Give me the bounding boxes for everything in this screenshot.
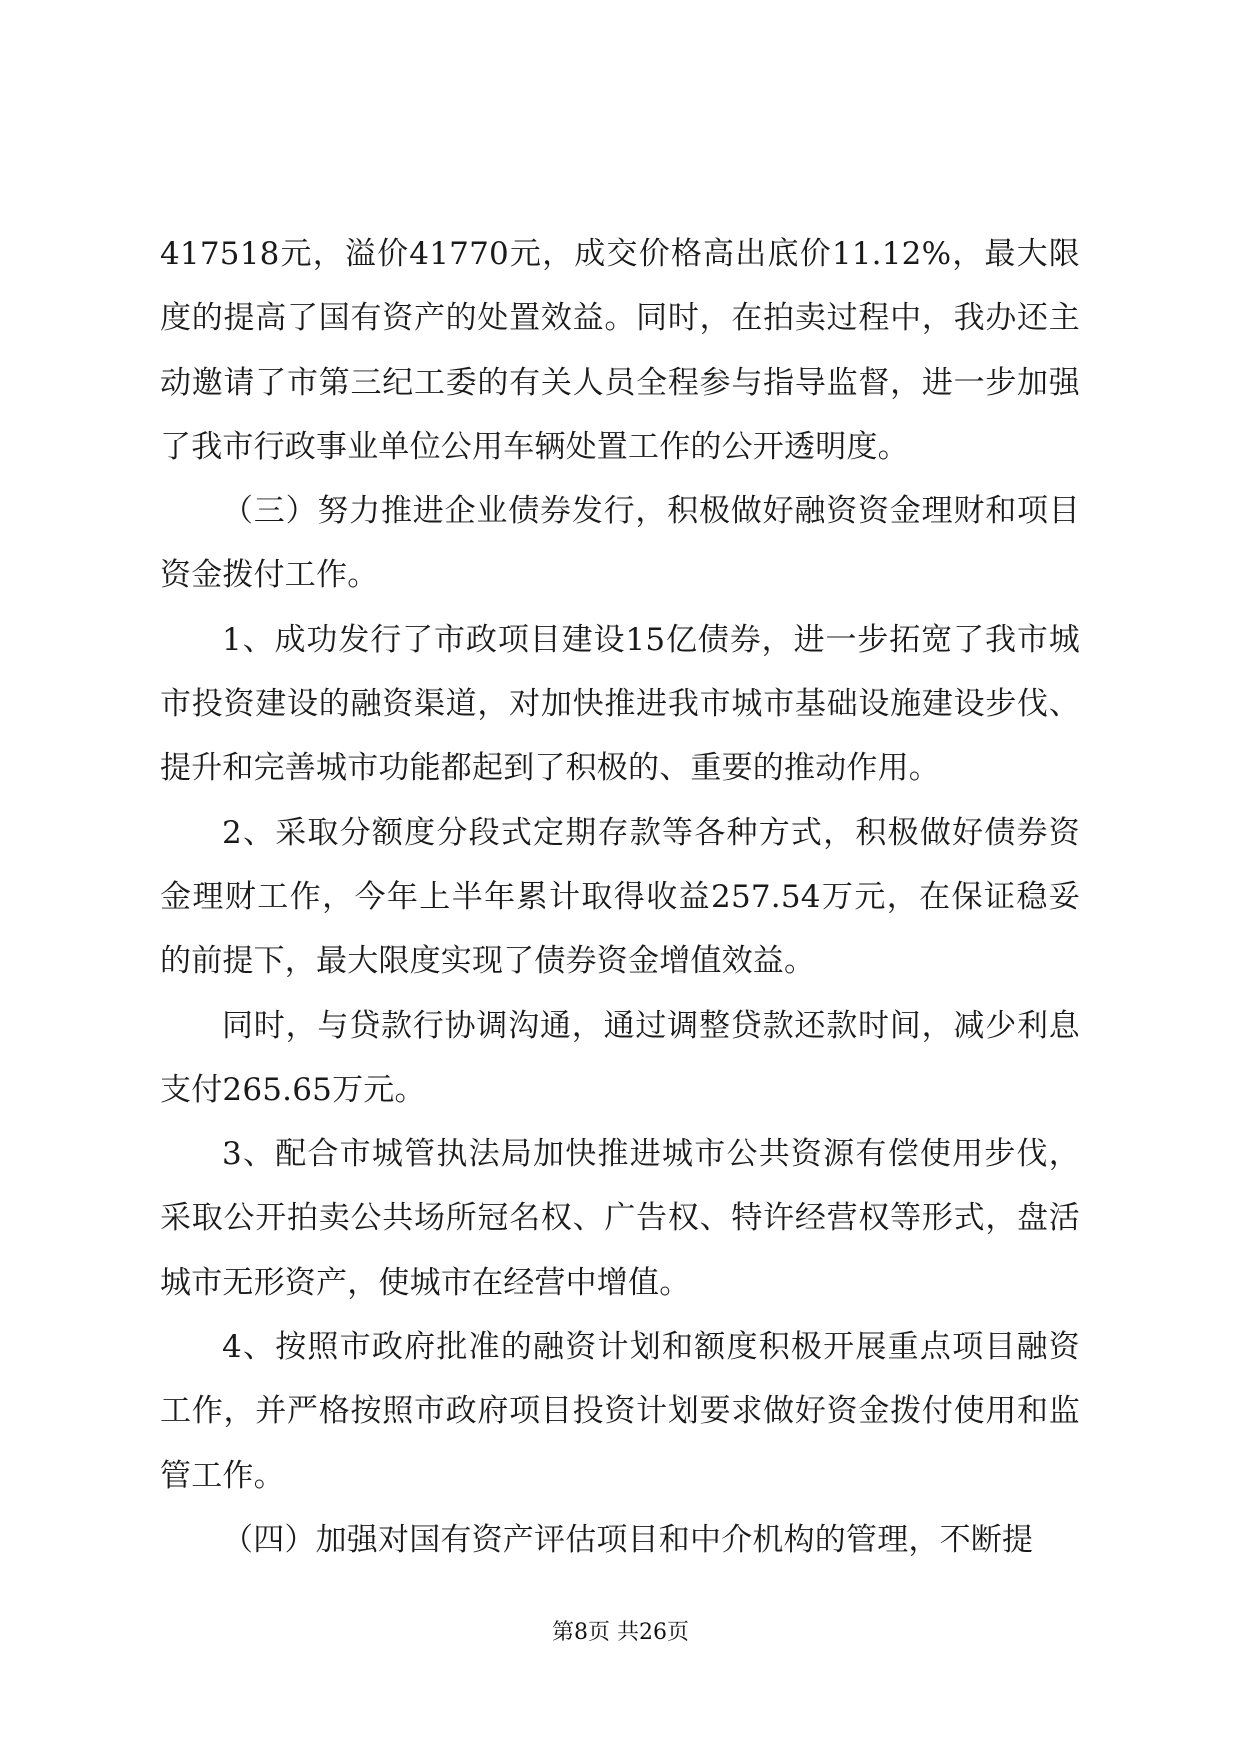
- paragraph-continuation: 417518元，溢价41770元，成交价格高出底价11.12%，最大限度的提高了国有资产的处置效益。同时，在拍卖过程中，我办还主动邀请了市第三纪工委的有关人员全程参与指导监督，进一步加强了我市行政事业单位公用车辆处置工作的公开透明度。: [160, 236, 1080, 465]
- document-body: [160, 222, 1080, 1572]
- list-item-1: 1、成功发行了市政项目建设15亿债券，进一步拓宽了我市城市投资建设的融资渠道，对加快推进我市城市基础设施建设步伐、提升和完善城市功能都起到了积极的、重要的推动作用。: [160, 621, 1080, 787]
- list-item-2: 2、采取分额度分段式定期存款等各种方式，积极做好债券资金理财工作，今年上半年累计取得收益257.54万元，在保证稳妥的前提下，最大限度实现了债券资金增值效益。: [160, 814, 1080, 980]
- page-number-footer: 第8页 共26页: [552, 1620, 689, 1645]
- list-item-4: 4、按照市政府批准的融资计划和额度积极开展重点项目融资工作，并严格按照市政府项目投资计划要求做好资金拨付使用和监管工作。: [160, 1329, 1080, 1494]
- section-heading-3: （三）努力推进企业债券发行，积极做好融资资金理财和项目资金拨付工作。: [160, 493, 1080, 594]
- paragraph-interest: 同时，与贷款行协调沟通，通过调整贷款还款时间，减少利息支付265.65万元。: [160, 1007, 1080, 1108]
- section-heading-4: （四）加强对国有资产评估项目和中介机构的管理，不断提: [222, 1521, 1034, 1558]
- list-item-3: 3、配合市城管执法局加快推进城市公共资源有偿使用步伐，采取公开拍卖公共场所冠名权、广告权、特许经营权等形式，盘活城市无形资产，使城市在经营中增值。: [160, 1136, 1080, 1301]
